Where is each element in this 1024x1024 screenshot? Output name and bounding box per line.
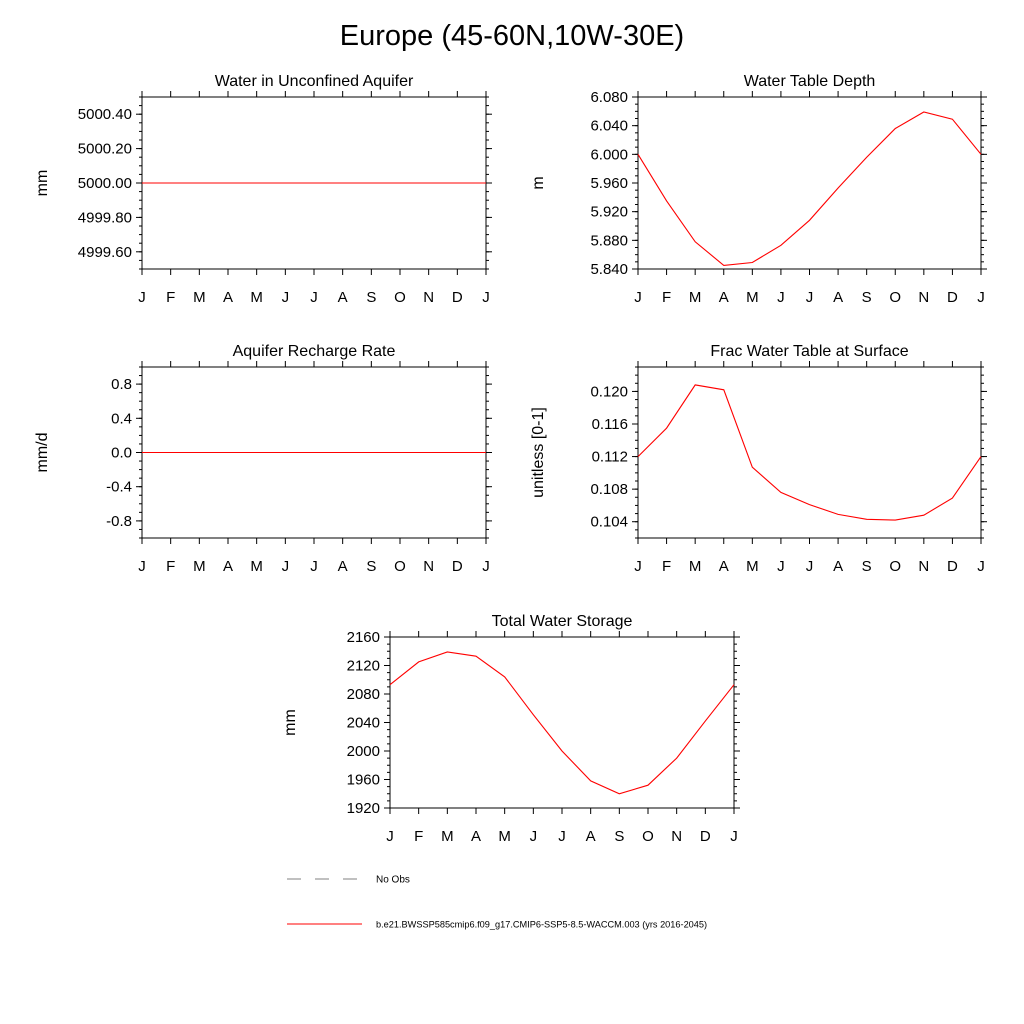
x-tick-label: J (138, 558, 146, 575)
chart-title: Aquifer Recharge Rate (232, 343, 396, 360)
y-tick-label: 0.104 (590, 513, 628, 531)
x-tick-label: M (250, 558, 263, 575)
x-tick-label: S (366, 558, 377, 575)
x-tick-label: F (166, 289, 176, 306)
y-tick-label: 5000.20 (77, 140, 132, 158)
y-tick-label: 0.4 (111, 410, 132, 428)
y-tick-label: 6.040 (590, 117, 628, 135)
x-tick-label: M (746, 289, 759, 306)
chart-panel-3 (34, 343, 492, 575)
y-tick-label: 0.112 (591, 448, 628, 466)
x-tick-label: M (250, 289, 263, 306)
y-tick-label: 4999.60 (77, 243, 132, 261)
x-tick-label: D (699, 828, 711, 845)
y-axis-label: mm (282, 709, 299, 736)
x-tick-label: F (661, 558, 672, 575)
x-tick-label: A (833, 558, 844, 575)
x-tick-label: F (166, 558, 176, 575)
chart-panel-2 (530, 73, 987, 306)
chart-panels (34, 73, 987, 845)
x-tick-label: M (746, 558, 759, 575)
x-tick-label: S (614, 828, 625, 845)
x-tick-label: D (946, 558, 958, 575)
x-tick-label: O (394, 558, 406, 575)
chart-panel-1 (34, 73, 492, 306)
y-tick-label: 0.120 (590, 383, 628, 401)
y-tick-label: 0.0 (111, 444, 132, 462)
x-tick-label: J (558, 828, 566, 845)
x-tick-label: N (918, 558, 930, 575)
x-tick-label: A (222, 558, 234, 575)
x-tick-label: J (310, 289, 318, 306)
x-tick-label: J (634, 558, 642, 575)
x-tick-label: J (777, 558, 785, 575)
x-tick-label: A (470, 828, 482, 845)
x-tick-label: N (918, 289, 930, 306)
x-tick-label: J (281, 289, 290, 306)
x-tick-label: J (310, 558, 318, 575)
x-tick-label: J (805, 289, 814, 306)
x-tick-label: O (889, 558, 902, 575)
x-tick-label: A (337, 289, 348, 306)
y-tick-label: 1960 (346, 771, 380, 789)
x-tick-label: J (482, 558, 490, 575)
y-tick-label: 2000 (346, 743, 380, 760)
chart-panel-5 (282, 613, 740, 845)
x-tick-label: M (193, 289, 206, 306)
plot-frame (390, 637, 734, 808)
x-tick-label: J (386, 828, 394, 845)
y-axis-label: mm (34, 169, 51, 197)
y-tick-label: 1920 (346, 800, 380, 817)
x-tick-label: A (833, 289, 844, 306)
x-tick-label: F (414, 828, 424, 845)
x-tick-label: J (977, 558, 985, 575)
legend-model-label: b.e21.BWSSP585cmip6.f09_g17.CMIP6-SSP5-8.5-WACCM.003 (yrs 2016-2045) (376, 919, 708, 930)
x-tick-label: S (861, 558, 872, 575)
y-tick-label: 2160 (346, 629, 380, 646)
y-tick-label: -0.8 (106, 512, 132, 530)
y-tick-label: 5.960 (590, 175, 628, 192)
chart-title: Water in Unconfined Aquifer (214, 73, 414, 90)
x-tick-label: S (861, 289, 872, 306)
x-tick-label: J (529, 828, 538, 845)
y-tick-label: 2040 (346, 714, 380, 732)
chart-title: Total Water Storage (491, 613, 633, 630)
x-tick-label: N (671, 828, 683, 845)
y-tick-label: 0.8 (111, 376, 132, 394)
y-tick-label: 6.000 (590, 146, 628, 164)
x-tick-label: J (777, 289, 785, 306)
x-tick-label: J (281, 558, 290, 575)
chart-panel-4 (530, 343, 987, 575)
y-tick-label: 0.108 (590, 481, 628, 499)
x-tick-label: D (946, 289, 958, 306)
series-line-1 (638, 112, 981, 265)
x-tick-label: N (423, 558, 435, 575)
y-tick-label: 2080 (346, 686, 380, 703)
x-tick-label: A (585, 828, 596, 845)
y-tick-label: 0.116 (591, 416, 628, 433)
x-tick-label: M (193, 558, 206, 575)
figure-title: Europe (45-60N,10W-30E) (339, 20, 685, 52)
x-tick-label: J (977, 289, 985, 306)
y-tick-label: 4999.80 (77, 209, 132, 227)
x-tick-label: J (805, 558, 814, 575)
chart-title: Frac Water Table at Surface (710, 343, 909, 360)
y-tick-label: -0.4 (106, 478, 132, 496)
y-axis-label: m (530, 176, 547, 190)
legend (287, 875, 707, 930)
x-tick-label: S (366, 289, 377, 306)
x-tick-label: M (688, 558, 702, 575)
x-tick-label: D (451, 289, 463, 306)
x-tick-label: A (337, 558, 348, 575)
plot-frame (638, 97, 981, 269)
x-tick-label: M (441, 828, 454, 845)
x-tick-label: A (718, 558, 729, 575)
y-tick-label: 5000.40 (77, 106, 132, 124)
legend-obs-label: No Obs (376, 874, 410, 886)
x-tick-label: D (451, 558, 463, 575)
y-tick-label: 5000.00 (77, 175, 132, 192)
series-line-1 (638, 385, 981, 520)
x-tick-label: M (688, 289, 702, 306)
chart-title: Water Table Depth (743, 73, 876, 90)
y-tick-label: 5.880 (590, 232, 628, 250)
y-tick-label: 5.920 (590, 203, 628, 221)
x-tick-label: A (222, 289, 234, 306)
series-line-1 (390, 652, 734, 794)
x-tick-label: O (642, 828, 654, 845)
y-tick-label: 2120 (346, 657, 380, 675)
y-tick-label: 5.840 (590, 261, 628, 278)
x-tick-label: N (423, 289, 435, 306)
y-tick-label: 6.080 (590, 89, 628, 106)
y-axis-label: mm/d (34, 432, 51, 473)
x-tick-label: J (482, 289, 490, 306)
x-tick-label: F (661, 289, 672, 306)
x-tick-label: A (718, 289, 729, 306)
x-tick-label: O (889, 289, 902, 306)
x-tick-label: J (730, 828, 738, 845)
y-axis-label: unitless [0-1] (530, 407, 547, 498)
x-tick-label: J (138, 289, 146, 306)
x-tick-label: J (634, 289, 642, 306)
x-tick-label: M (498, 828, 511, 845)
x-tick-label: O (394, 289, 406, 306)
